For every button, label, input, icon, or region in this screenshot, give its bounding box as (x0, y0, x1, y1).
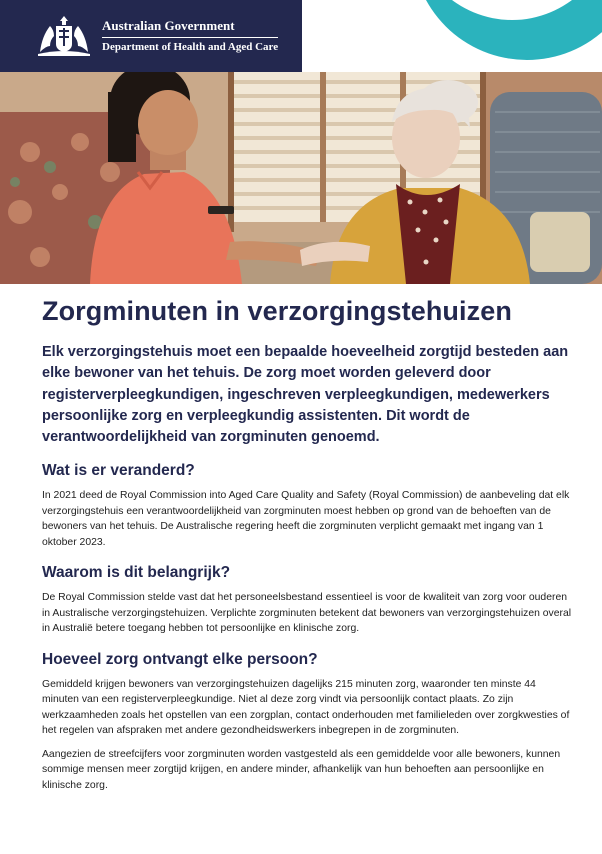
section-paragraph: Aangezien de streefcijfers voor zorgminuten worden vastgesteld als een gemiddelde voor alle bewoners, kunnen sommige mensen meer zorgtijd krijgen, en andere minder, afhankelijk van hun behoeften aan persoonlijke en klinische zorg. (42, 748, 561, 791)
section-heading: Waarom is dit belangrijk? (42, 564, 231, 582)
government-name: Australian Government (102, 18, 235, 33)
section-why-important (42, 563, 572, 637)
government-banner (0, 0, 302, 72)
section-paragraph: Gemiddeld krijgen bewoners van verzorgingstehuizen dagelijks 215 minuten zorg, waaronder ten minste 44 minuten van een registerverpleegkundige. Niet al deze zorg vindt via persoonlijk contact plaats. Zo zijn werkzaamheden zoals het opstellen van een zorgplan, contact onderhouden met familieleden over zorgkwesties of het regelen van afspraken met andere gezondheidswerkers inbegrepen in de zorgminuten. (42, 678, 570, 737)
section-heading: Hoeveel zorg ontvangt elke persoon? (42, 650, 318, 668)
government-wordmark (102, 18, 278, 55)
lead-paragraph: Elk verzorgingstehuis moet een bepaalde hoeveelheid zorgtijd besteden aan elke bewoner van het tehuis. De zorg moet worden geleverd door registerverpleegkundigen, ingeschreven verpleegkundigen, medewerkers persoonlijke zorg en verpleegkundig assistenten. Dit wordt de verantwoordelijkheid van zorgminuten genoemd. (42, 344, 569, 446)
section-paragraph: In 2021 deed de Royal Commission into Aged Care Quality and Safety (Royal Commission) de aanbeveling dat elk verzorgingstehuis een verantwoordelijkheid van zorgminuten moest hebben op grond van de behoeften van de bewoners van het tehuis. De Australische regering heeft die zorgminuten verplicht gemaakt met ingang van 1 oktober 2023. (42, 490, 570, 548)
section-what-changed (42, 461, 572, 550)
department-name: Department of Health and Aged Care (102, 37, 278, 55)
section-heading: Wat is er veranderd? (42, 462, 195, 480)
section-how-much-care (42, 650, 572, 794)
carer-and-resident-photo (0, 72, 602, 284)
section-paragraph: De Royal Commission stelde vast dat het personeelsbestand essentieel is voor de kwaliteit van zorg voor ouderen in Australische verzorgingstehuizen. Verplichte zorgminuten betekent dat bewoners van verzorgingstehuizen overal in Australië betere toegang hebben tot persoonlijke en klinische zorg. (42, 592, 572, 635)
page-header (0, 0, 602, 72)
coat-of-arms-icon (34, 12, 94, 56)
page-title: Zorgminuten in verzorgingstehuizen (42, 296, 512, 326)
photo-illustration (0, 72, 602, 284)
main-content (42, 294, 572, 793)
